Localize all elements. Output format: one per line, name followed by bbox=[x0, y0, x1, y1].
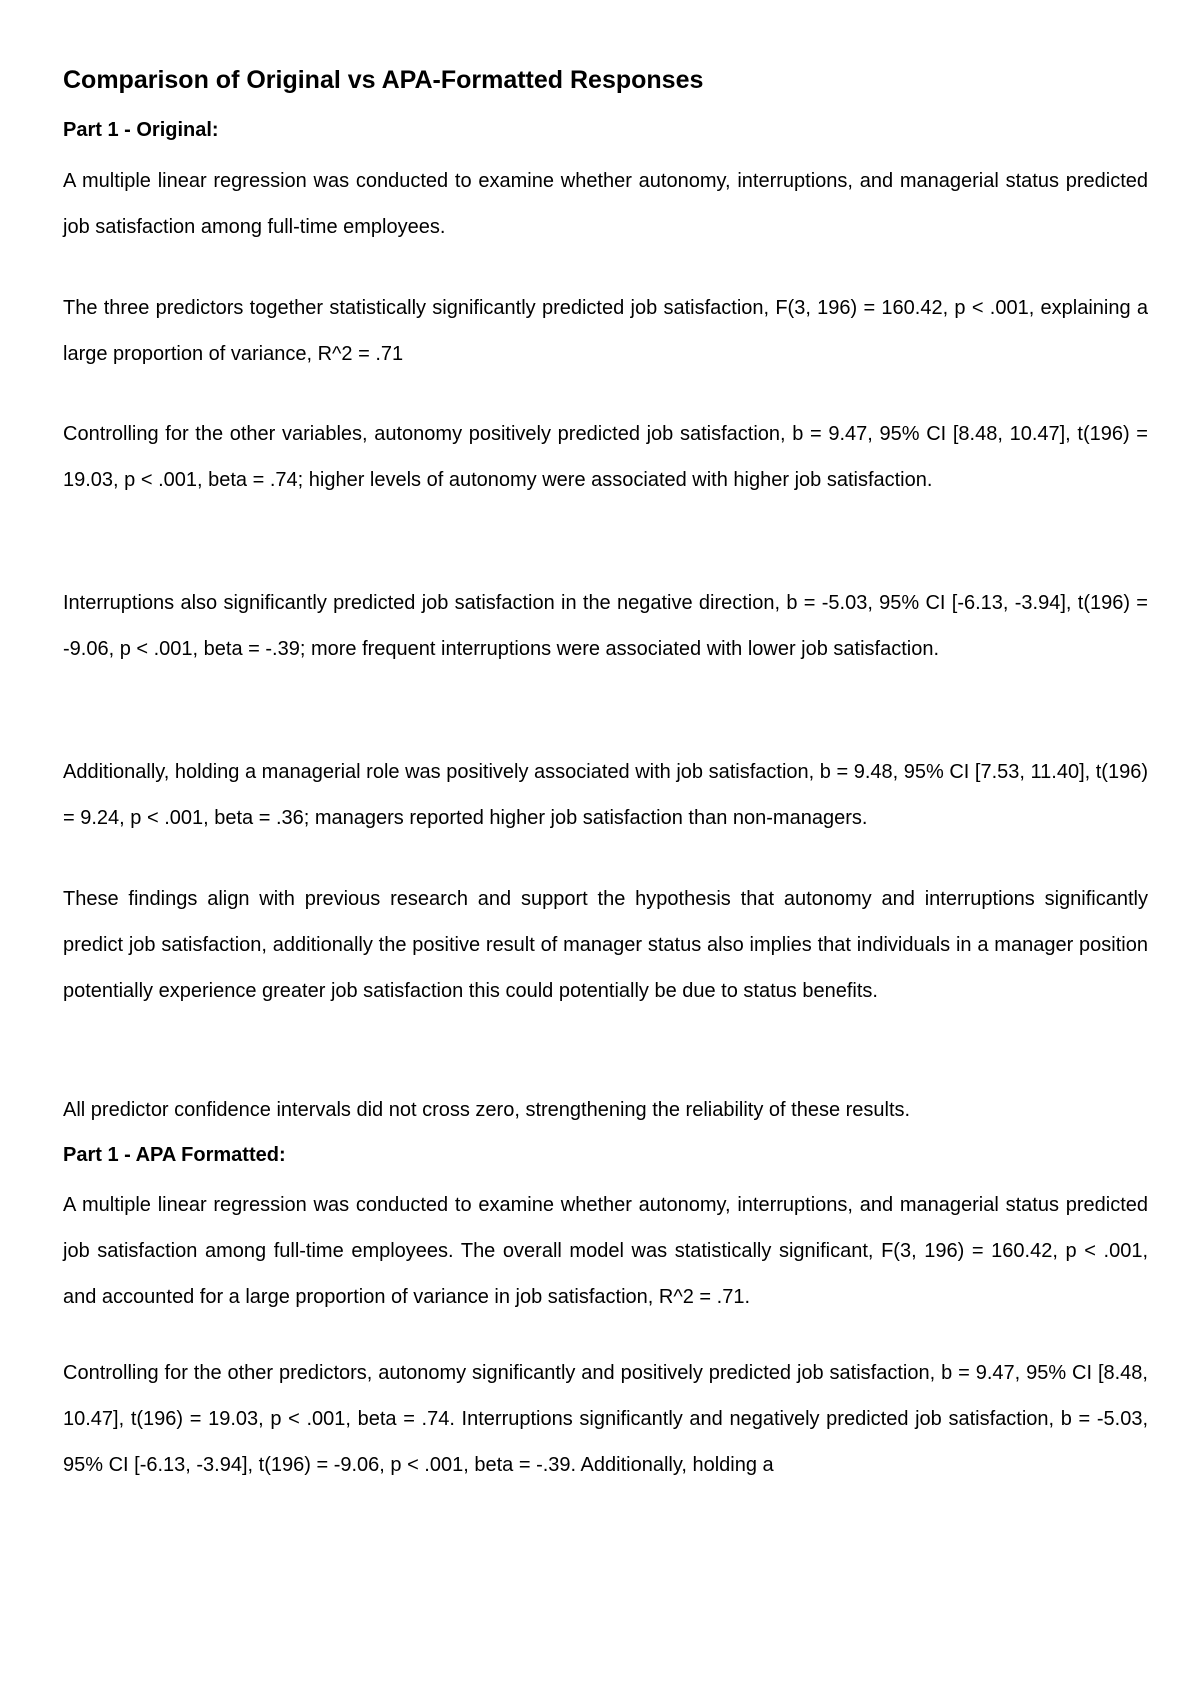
original-paragraph-model-fit: The three predictors together statistically significantly predicted job satisfaction, F(3, 196) = 160.42, p < .001, explaining a large proportion of variance, R^2 = .71 bbox=[63, 297, 1148, 365]
original-paragraph-managerial: Additionally, holding a managerial role was positively associated with job satisfaction, b = 9.48, 95% CI [7.53, 11.40], t(196) = 9.24, p < .001, beta = .36; managers reported higher job satisfaction than non-managers. bbox=[63, 761, 1148, 829]
original-paragraph-intro: A multiple linear regression was conducted to examine whether autonomy, interruptions, and managerial status predicted job satisfaction among full-time employees. bbox=[63, 170, 1148, 238]
apa-paragraph-model: A multiple linear regression was conducted to examine whether autonomy, interruptions, and managerial status predicted job satisfaction among full-time employees. The overall model was statistically significant, F(3, 196) = 160.42, p < .001, and accounted for a large proportion of variance in job satisfaction, R^2 = .71. bbox=[63, 1194, 1148, 1308]
section-heading-apa: Part 1 - APA Formatted: bbox=[63, 1144, 286, 1166]
original-paragraph-confidence-intervals: All predictor confidence intervals did not cross zero, strengthening the reliability of these results. bbox=[63, 1099, 911, 1121]
original-paragraph-autonomy: Controlling for the other variables, autonomy positively predicted job satisfaction, b = 9.47, 95% CI [8.48, 10.47], t(196) = 19.03, p < .001, beta = .74; higher levels of autonomy were associated with higher job satisfaction. bbox=[63, 423, 1148, 491]
section-heading-original: Part 1 - Original: bbox=[63, 119, 219, 141]
document-title: Comparison of Original vs APA-Formatted Responses bbox=[63, 66, 704, 94]
original-paragraph-interruptions: Interruptions also significantly predicted job satisfaction in the negative direction, b = -5.03, 95% CI [-6.13, -3.94], t(196) = -9.06, p < .001, beta = -.39; more frequent interruptions were associated with lower job satisfaction. bbox=[63, 592, 1148, 660]
apa-paragraph-predictors: Controlling for the other predictors, autonomy significantly and positively predicted job satisfaction, b = 9.47, 95% CI [8.48, 10.47], t(196) = 19.03, p < .001, beta = .74. Interruptions significantly and negatively predicted job satisfaction, b = -5.03, 95% CI [-6.13, -3.94], t(196) = -9.06, p < .001, beta = -.39. Additionally, holding a bbox=[63, 1362, 1148, 1476]
original-paragraph-discussion: These findings align with previous research and support the hypothesis that autonomy and interruptions significantly predict job satisfaction, additionally the positive result of manager status also implies that individuals in a manager position potentially experience greater job satisfaction this could potentially be due to status benefits. bbox=[63, 888, 1148, 1002]
